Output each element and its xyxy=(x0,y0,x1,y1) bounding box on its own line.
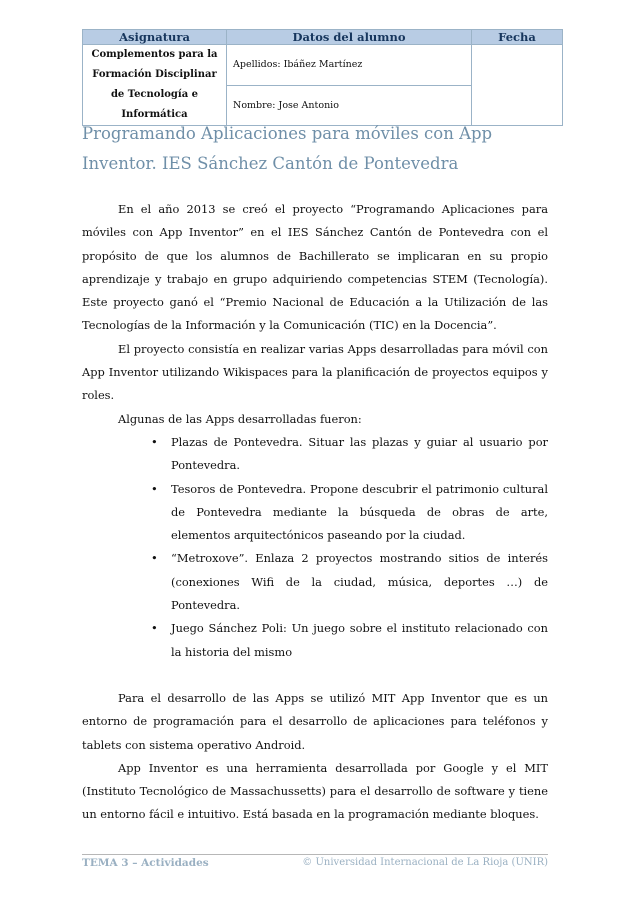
header-row xyxy=(83,30,563,45)
surname-cell: Apellidos: Ibáñez Martínez xyxy=(227,45,472,86)
student-header: Datos del alumno xyxy=(227,30,472,45)
bullet-icon: • xyxy=(151,551,158,566)
paragraph-intro: En el año 2013 se creó el proyecto “Programando Aplicaciones para móviles con App Inventor” en el IES Sánchez Cantón de Pontevedra con el propósito de que los alumnos de Bachillerato se implicaran en su propio aprendizaje y trabajo en grupo adquiriendo competencias STEM (Tecnología). Este proyecto ganó el “Premio Nacional de Educación a la Utilización de las Tecnologías de la Información y la Comunicación (TIC) en la Docencia”. xyxy=(82,202,548,333)
bullet-icon: • xyxy=(151,434,158,449)
paragraph-app-inventor: App Inventor es una herramienta desarrollada por Google y el MIT (Instituto Tecnológico de Massachussetts) para el desarrollo de software y tiene un entorno fácil e intuitivo. Está basada en la programación mediante bloques. xyxy=(82,760,548,822)
paragraph-apps-intro: Algunas de las Apps desarrolladas fueron: xyxy=(118,411,362,426)
subject-line: Informática xyxy=(121,109,188,120)
spacer xyxy=(82,664,548,687)
header-table xyxy=(82,29,563,126)
list-item-text: Juego Sánchez Poli: Un juego sobre el instituto relacionado con la historia del mismo xyxy=(171,621,548,659)
list-item xyxy=(82,478,548,548)
subject-header: Asignatura xyxy=(83,30,227,45)
apps-list xyxy=(82,431,548,664)
list-item xyxy=(82,617,548,664)
footer-copyright: © Universidad Internacional de La Rioja (UNIR) xyxy=(302,857,548,868)
subject-line: de Tecnología e xyxy=(110,89,199,100)
list-item xyxy=(82,431,548,478)
list-item-text: Tesoros de Pontevedra. Propone descubrir el patrimonio cultural de Pontevedra mediante la búsqueda de obras de arte, elementos arquitectónicos paseando por la ciudad. xyxy=(171,481,548,543)
list-item-text: “Metroxove”. Enlaza 2 proyectos mostrando sitios de interés (conexiones Wifi de la ciudad, música, deportes …) de Pontevedra. xyxy=(171,551,548,613)
subject-line: Formación Disciplinar xyxy=(92,69,217,80)
footer-divider xyxy=(82,854,548,855)
paragraph-mit: Para el desarrollo de las Apps se utilizó MIT App Inventor que es un entorno de programación para el desarrollo de aplicaciones para teléfonos y tablets con sistema operativo Android. xyxy=(82,690,548,752)
name-cell: Nombre: Jose Antonio xyxy=(227,85,472,126)
paragraph-project: El proyecto consistía en realizar varias Apps desarrolladas para móvil con App Inventor utilizando Wikispaces para la planificación de proyectos equipos y roles. xyxy=(82,341,548,403)
subject-line: Complementos para la xyxy=(91,49,218,60)
bullet-icon: • xyxy=(151,621,158,636)
subject-cell xyxy=(83,45,227,126)
footer-topic: TEMA 3 – Actividades xyxy=(82,857,209,869)
document-title: Programando Aplicaciones para móviles con App Inventor. IES Sánchez Cantón de Pontevedra xyxy=(82,124,493,173)
bullet-icon: • xyxy=(151,481,158,496)
list-item xyxy=(82,547,548,617)
data-row-1 xyxy=(83,45,563,86)
document-body xyxy=(82,198,548,827)
list-item-text: Plazas de Pontevedra. Situar las plazas y guiar al usuario por Pontevedra. xyxy=(171,434,548,473)
date-header: Fecha xyxy=(472,30,563,45)
date-cell xyxy=(472,45,563,126)
